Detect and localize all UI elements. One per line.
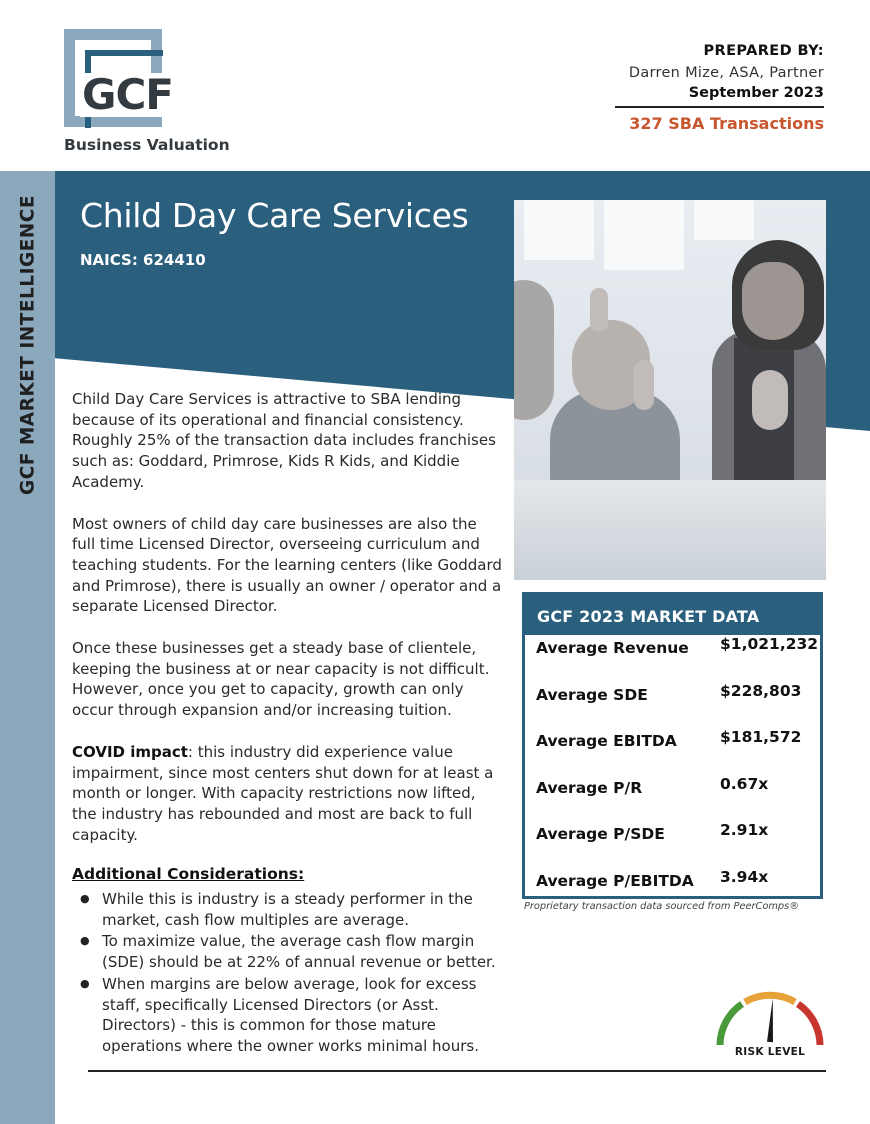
- market-row-value: 3.94x: [720, 867, 769, 886]
- market-row: [525, 682, 820, 729]
- paragraph-covid: [72, 742, 504, 846]
- market-data-title: GCF 2023 MARKET DATA: [525, 595, 820, 635]
- considerations-title: Additional Considerations:: [72, 865, 305, 884]
- market-row-label: Average SDE: [536, 685, 648, 704]
- market-row: [525, 775, 820, 822]
- paragraph-intro: Child Day Care Services is attractive to SBA lending because of its operational and financial consistency. Roughly 25% of the transaction data includes franchises such as: Goddard, Primrose, Kids R Kids, and Kiddie Academy.: [72, 390, 496, 491]
- logo-subtitle: Business Valuation: [64, 136, 230, 154]
- covid-label: COVID impact: [72, 742, 188, 761]
- market-data-note: Proprietary transaction data sourced from PeerComps®: [524, 901, 800, 912]
- list-item: ● While this is industry is a steady performer in the market, cash flow multiples are average.: [72, 889, 504, 930]
- market-row: [525, 635, 820, 682]
- risk-gauge-icon: [712, 990, 828, 1050]
- logo: [64, 29, 234, 157]
- prepared-by-name: Darren Mize, ASA, Partner: [628, 65, 824, 81]
- prepared-date: September 2023: [615, 85, 824, 108]
- market-row-value: $181,572: [720, 728, 802, 746]
- list-item: ● When margins are below average, look for excess staff, specifically Licensed Directors (or Asst. Directors) - this is common for those mature operations where the owner works minimal hours.: [72, 974, 504, 1057]
- market-row-label: Average Revenue: [536, 639, 689, 657]
- risk-needle-icon: [767, 998, 776, 1042]
- logo-text: GCF: [80, 73, 177, 117]
- considerations-list: [72, 889, 504, 1057]
- market-row: [525, 821, 820, 868]
- market-row-value: 2.91x: [720, 821, 769, 839]
- footer-divider: [88, 1070, 826, 1072]
- market-data-box: [522, 592, 823, 899]
- naics-code: NAICS: 624410: [80, 251, 206, 269]
- risk-level-label: RISK LEVEL: [734, 1046, 806, 1058]
- sidebar-label: [0, 190, 55, 500]
- market-row-label: Average P/SDE: [536, 825, 665, 843]
- sidebar-label-text: GCF MARKET INTELLIGENCE: [17, 195, 38, 495]
- market-row-label: Average P/EBITDA: [536, 871, 694, 890]
- risk-gauge: [712, 990, 828, 1060]
- page-title: Child Day Care Services: [80, 196, 469, 235]
- covid-text: : this industry did experience value impairment, since most centers shut down for at least a month or longer. With capacity restrictions now lifted, the industry has rebounded and most are back to full capacity.: [72, 742, 494, 844]
- paragraph-owners: Most owners of child day care businesses are also the full time Licensed Director, overseeing curriculum and teaching students. For the learning centers (like Goddard and Primrose), there is usually an owner / operator and a separate Licensed Director.: [72, 514, 502, 616]
- prepared-by-label: PREPARED BY:: [703, 43, 824, 59]
- list-item: ● To maximize value, the average cash flow margin (SDE) should be at 22% of annual revenue or better.: [72, 931, 504, 972]
- paragraph-capacity: Once these businesses get a steady base of clientele, keeping the business at or near capacity is not difficult. However, once you get to capacity, growth can only occur through expansion and/or increasing tuition.: [72, 639, 490, 720]
- body-text: [72, 389, 504, 1058]
- market-row: [525, 728, 820, 775]
- market-row-value: 0.67x: [720, 774, 769, 793]
- classroom-photo: [514, 200, 826, 580]
- market-row-value: $228,803: [720, 681, 802, 700]
- market-row-label: Average EBITDA: [536, 732, 677, 750]
- market-row-value: $1,021,232: [720, 635, 819, 653]
- prepared-by-block: [615, 43, 824, 133]
- market-row-label: Average P/R: [536, 778, 643, 797]
- transaction-count: 327 SBA Transactions: [629, 114, 824, 133]
